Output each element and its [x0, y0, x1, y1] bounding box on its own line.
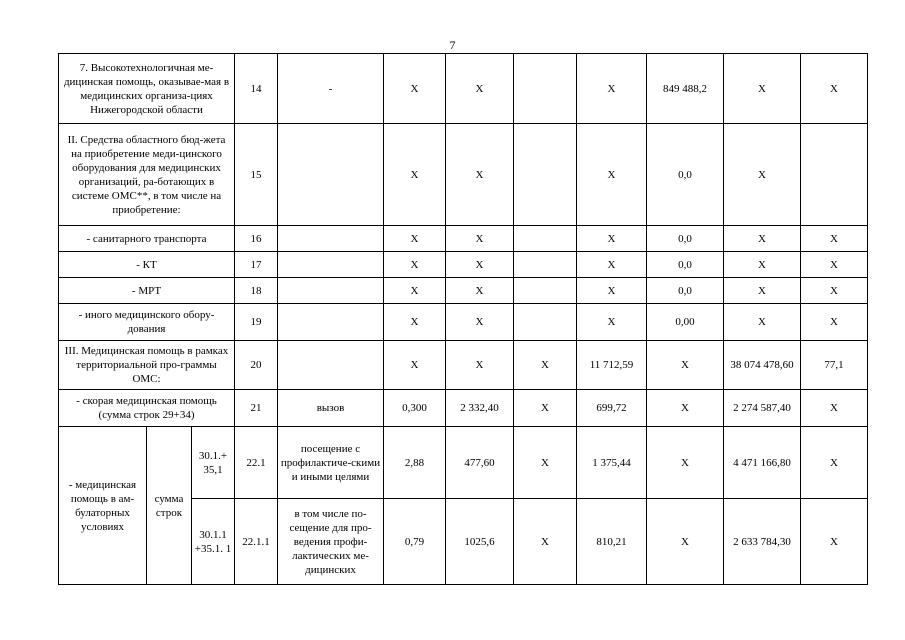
cell-num: 15: [235, 124, 278, 226]
cell-c3: X: [514, 390, 577, 427]
row-label: II. Средства областного бюд-жета на приобретение меди-цинского оборудования для медицинских организаций, ра-ботающих в системе ОМС**, в том числе на приобретение:: [59, 124, 235, 226]
cell-c1: X: [384, 341, 446, 390]
cell-c6: 2 633 784,30: [724, 499, 801, 585]
row-label: III. Медицинская помощь в рамках территориальной про-граммы ОМС:: [59, 341, 235, 390]
cell-num: 14: [235, 54, 278, 124]
cell-c3: X: [514, 341, 577, 390]
cell-c3: X: [514, 499, 577, 585]
cell-c4: 1 375,44: [577, 427, 647, 499]
cell-c3: [514, 54, 577, 124]
cell-c7: X: [801, 278, 868, 304]
cell-c4: X: [577, 226, 647, 252]
cell-c7: X: [801, 499, 868, 585]
cell-c3: [514, 252, 577, 278]
cell-c1: X: [384, 304, 446, 341]
cell-c2: 477,60: [446, 427, 514, 499]
cell-num: 22.1.1: [235, 499, 278, 585]
cell-c5: 0,0: [647, 124, 724, 226]
cell-c5: X: [647, 427, 724, 499]
cell-num: 20: [235, 341, 278, 390]
cell-c1: X: [384, 124, 446, 226]
cell-c5: 0,00: [647, 304, 724, 341]
cell-unit: посещение с профилактиче-скими и иными целями: [278, 427, 384, 499]
cell-c2: X: [446, 304, 514, 341]
cell-c2: 2 332,40: [446, 390, 514, 427]
table-row: [59, 124, 868, 226]
cell-unit: вызов: [278, 390, 384, 427]
cell-c6: X: [724, 54, 801, 124]
row-label: - МРТ: [59, 278, 235, 304]
cell-unit: [278, 278, 384, 304]
cell-c3: [514, 226, 577, 252]
cell-unit: [278, 226, 384, 252]
cell-num: 16: [235, 226, 278, 252]
cell-c1: X: [384, 252, 446, 278]
cell-c7: 77,1: [801, 341, 868, 390]
table-row: [59, 278, 868, 304]
cell-c1: X: [384, 226, 446, 252]
cell-num: 21: [235, 390, 278, 427]
cell-c2: X: [446, 124, 514, 226]
sub-lines: 30.1.1 +35.1. 1: [192, 499, 235, 585]
cell-c2: X: [446, 226, 514, 252]
table-row: [59, 390, 868, 427]
cell-c2: X: [446, 252, 514, 278]
row-label: - скорая медицинская помощь (сумма строк 29+34): [59, 390, 235, 427]
row-label: 7. Высокотехнологичная ме-дицинская помощь, оказывае-мая в медицинских организа-циях Нижегородской области: [59, 54, 235, 124]
table-row: [59, 427, 868, 499]
cell-c6: X: [724, 304, 801, 341]
cell-c2: X: [446, 54, 514, 124]
cell-c6: X: [724, 252, 801, 278]
cell-c5: X: [647, 341, 724, 390]
row-label: - КТ: [59, 252, 235, 278]
cell-c3: X: [514, 427, 577, 499]
cell-c2: 1025,6: [446, 499, 514, 585]
cell-c6: 38 074 478,60: [724, 341, 801, 390]
cell-c7: X: [801, 390, 868, 427]
data-table: [58, 53, 868, 585]
cell-unit: [278, 304, 384, 341]
cell-c1: 0,79: [384, 499, 446, 585]
cell-unit: [278, 252, 384, 278]
cell-c5: 0,0: [647, 226, 724, 252]
sum-label: сумма строк: [147, 427, 192, 585]
cell-c5: X: [647, 499, 724, 585]
cell-c6: 4 471 166,80: [724, 427, 801, 499]
cell-c4: 11 712,59: [577, 341, 647, 390]
cell-c1: 0,300: [384, 390, 446, 427]
cell-num: 17: [235, 252, 278, 278]
cell-c6: X: [724, 124, 801, 226]
cell-c3: [514, 304, 577, 341]
row-label: - иного медицинского обору-дования: [59, 304, 235, 341]
cell-c5: 849 488,2: [647, 54, 724, 124]
cell-c4: X: [577, 124, 647, 226]
cell-unit: в том числе по-сещение для про-ведения профи-лактических ме-дицинских: [278, 499, 384, 585]
cell-c4: X: [577, 304, 647, 341]
cell-c4: 810,21: [577, 499, 647, 585]
cell-c5: 0,0: [647, 252, 724, 278]
table-row: [59, 226, 868, 252]
cell-unit: [278, 341, 384, 390]
row-label: - санитарного транспорта: [59, 226, 235, 252]
cell-c1: X: [384, 278, 446, 304]
table-row: [59, 341, 868, 390]
cell-unit: [278, 124, 384, 226]
cell-c2: X: [446, 278, 514, 304]
cell-c4: X: [577, 54, 647, 124]
cell-c4: 699,72: [577, 390, 647, 427]
cell-c4: X: [577, 278, 647, 304]
cell-c2: X: [446, 341, 514, 390]
cell-num: 19: [235, 304, 278, 341]
cell-c4: X: [577, 252, 647, 278]
cell-c5: X: [647, 390, 724, 427]
sub-lines: 30.1.+ 35,1: [192, 427, 235, 499]
cell-c7: X: [801, 304, 868, 341]
cell-c6: 2 274 587,40: [724, 390, 801, 427]
cell-c7: X: [801, 54, 868, 124]
page-number: 7: [449, 38, 456, 52]
cell-c6: X: [724, 226, 801, 252]
cell-c1: X: [384, 54, 446, 124]
table-row: [59, 304, 868, 341]
cell-c5: 0,0: [647, 278, 724, 304]
cell-c7: [801, 124, 868, 226]
table-row: [59, 252, 868, 278]
cell-unit: -: [278, 54, 384, 124]
cell-c3: [514, 278, 577, 304]
cell-c6: X: [724, 278, 801, 304]
table-body: [59, 54, 868, 585]
cell-c1: 2,88: [384, 427, 446, 499]
cell-c7: X: [801, 252, 868, 278]
cell-num: 18: [235, 278, 278, 304]
ambulatory-label: - медицинская помощь в ам-булаторных условиях: [59, 427, 147, 585]
cell-c7: X: [801, 427, 868, 499]
cell-num: 22.1: [235, 427, 278, 499]
table-row: [59, 54, 868, 124]
cell-c3: [514, 124, 577, 226]
cell-c7: X: [801, 226, 868, 252]
